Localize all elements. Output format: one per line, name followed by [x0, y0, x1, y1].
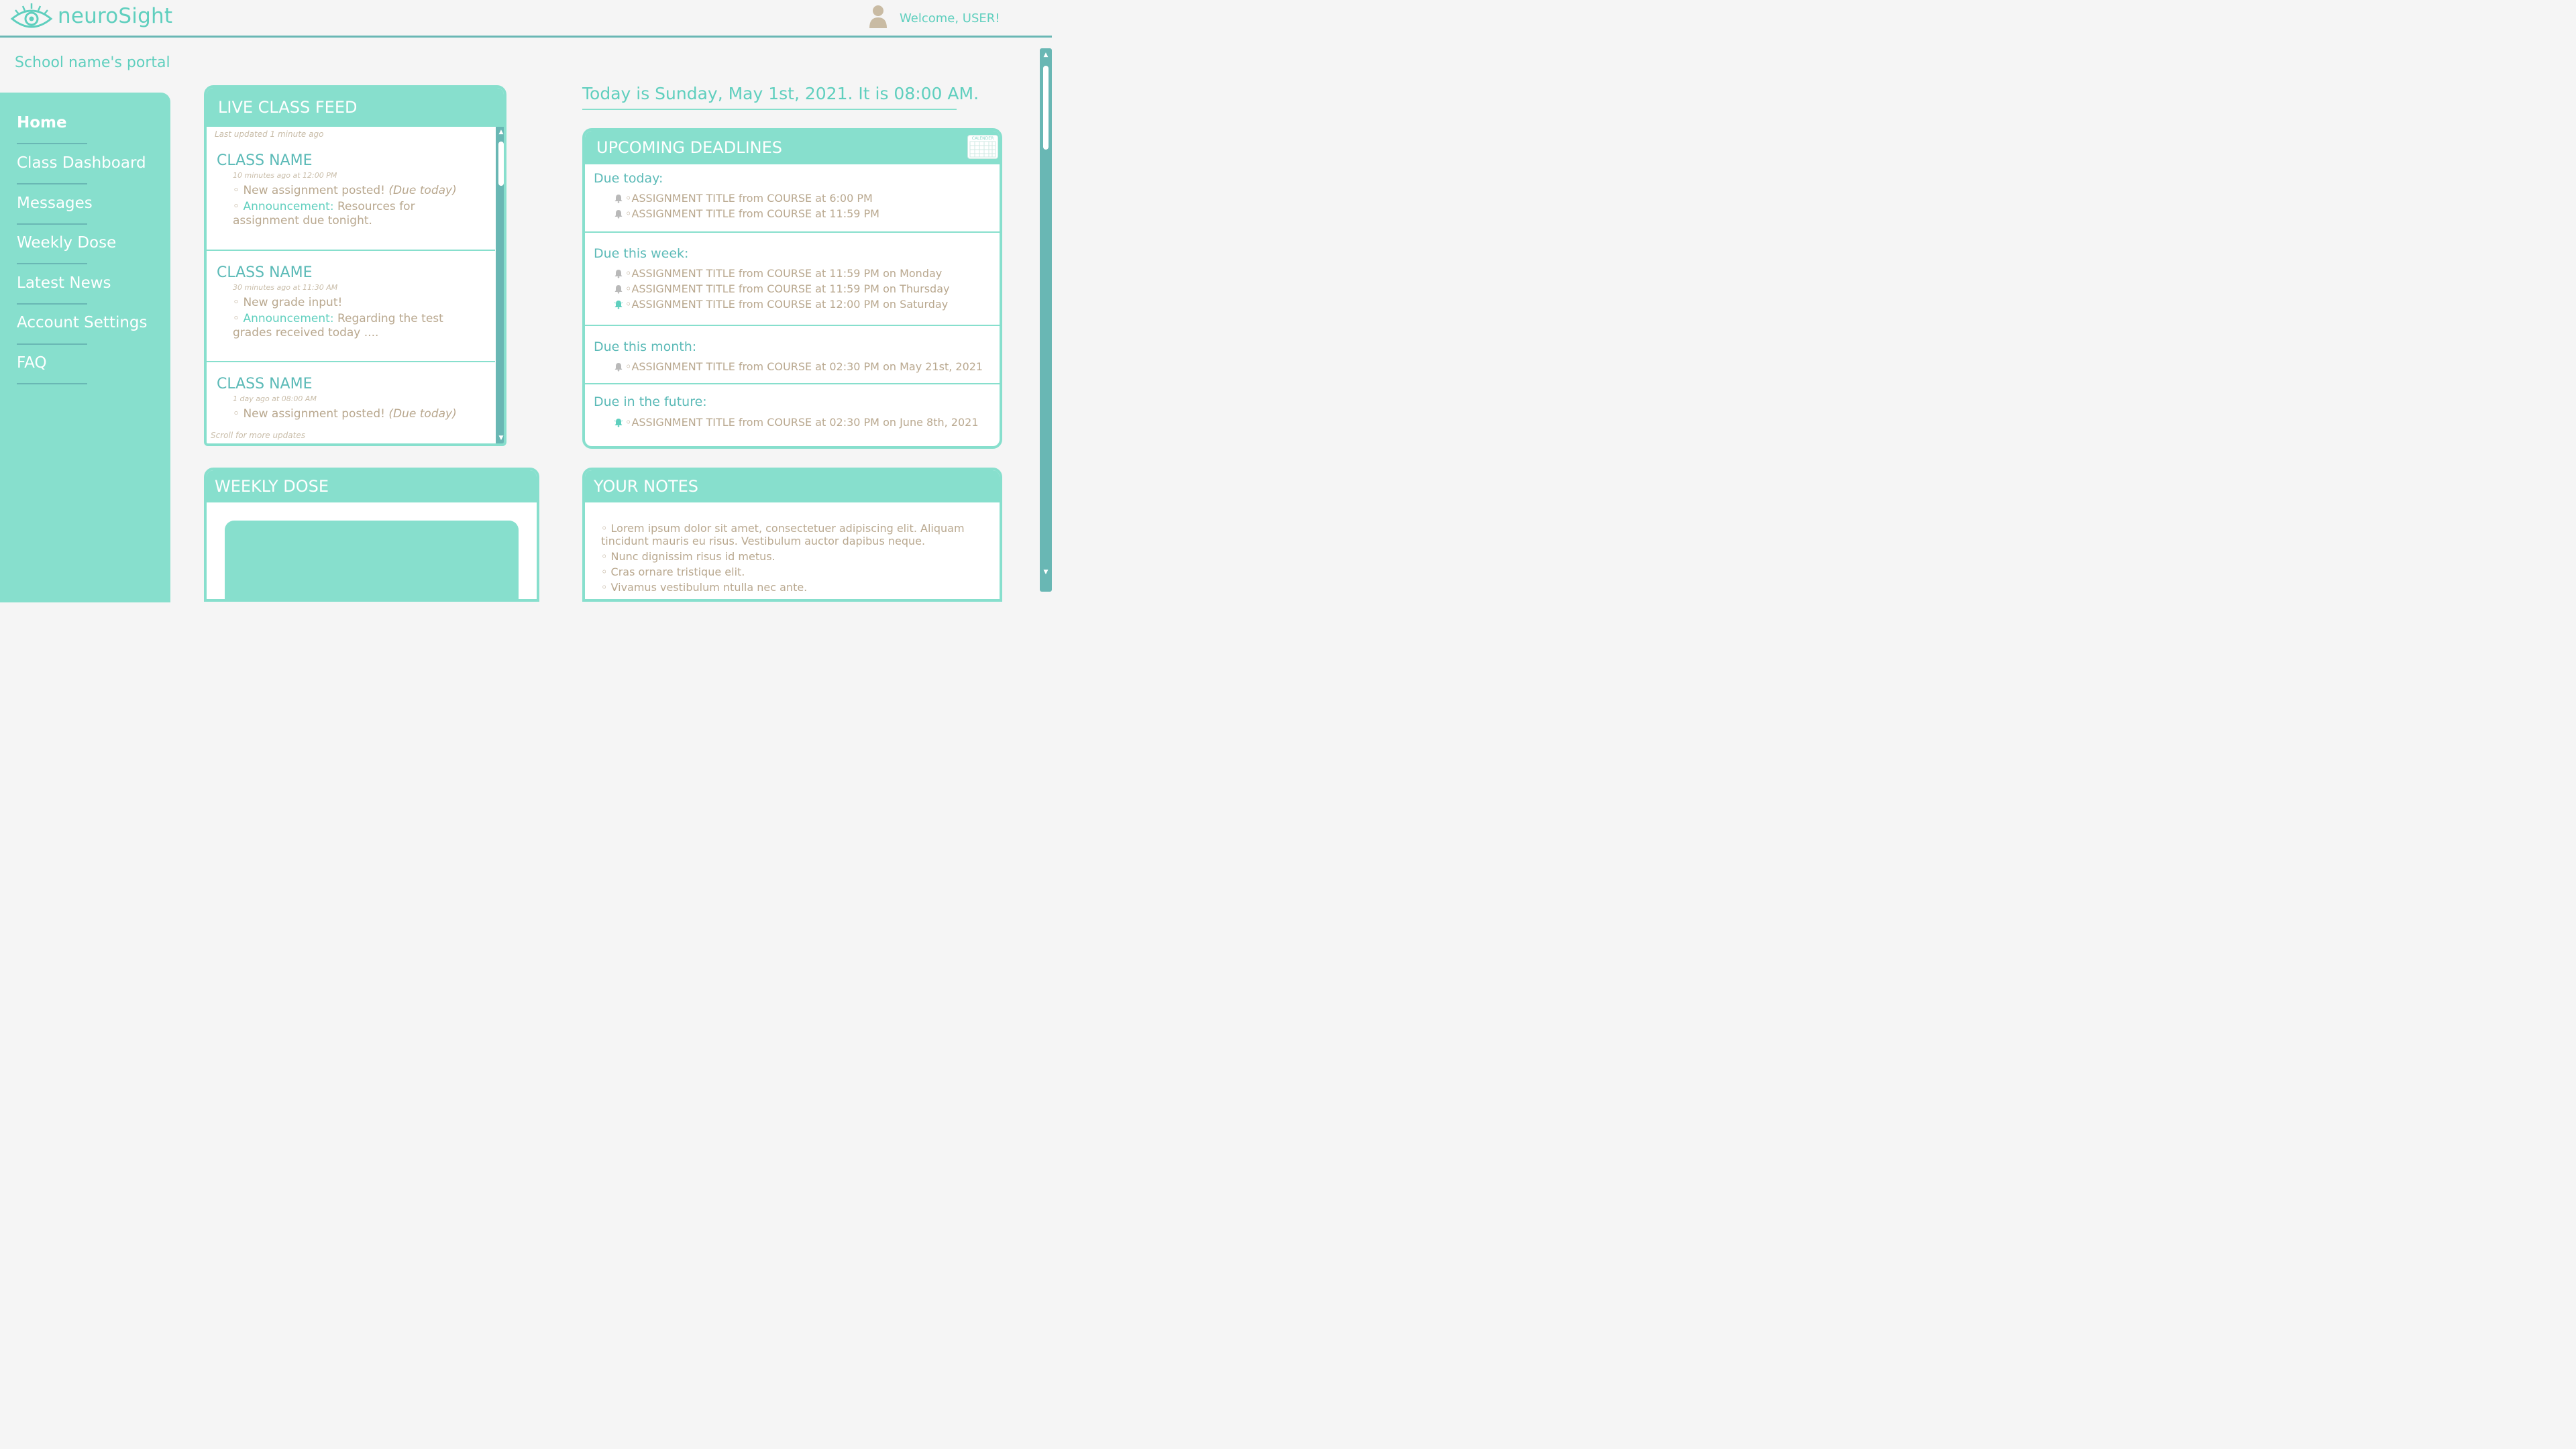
bell-ringing-icon [614, 300, 623, 309]
sidebar-item-messages[interactable]: Messages [17, 195, 93, 212]
weekly-dose-panel [204, 468, 539, 602]
page-scrollbar[interactable] [1040, 48, 1052, 592]
announcement[interactable]: ◦ Announcement: Regarding the test grades received today .... [233, 312, 443, 339]
your-notes-panel [582, 468, 1002, 602]
date-underline [582, 109, 957, 110]
note-item[interactable]: ◦ Lorem ipsum dolor sit amet, consectetuer adipiscing elit. Aliquam tincidunt mauris eu risus. Vestibulum auctor dapibus neque. [601, 522, 965, 547]
weekly-dose-content[interactable] [225, 521, 519, 602]
nav-divider [17, 183, 87, 184]
note-item[interactable]: ◦ Nunc dignissim risus id metus. [601, 550, 775, 563]
user-menu[interactable] [868, 4, 888, 28]
nav-divider [17, 343, 87, 345]
class-name[interactable]: CLASS NAME [217, 152, 313, 169]
weekly-dose-title: WEEKLY DOSE [207, 470, 539, 502]
deadline-section-title: Due in the future: [594, 394, 707, 409]
eye-icon [9, 1, 54, 31]
bell-icon [614, 209, 623, 219]
deadline-section-today [585, 164, 1002, 233]
deadline-section-title: Due this month: [594, 339, 697, 354]
feed-item[interactable] [207, 251, 495, 362]
scroll-thumb[interactable] [1043, 66, 1049, 150]
current-date-time: Today is Sunday, May 1st, 2021. It is 08:00 AM. [582, 84, 979, 103]
nav-divider [17, 303, 87, 305]
bell-icon [614, 269, 623, 278]
class-name[interactable]: CLASS NAME [217, 264, 313, 281]
feed-line: ◦ New assignment posted! (Due today) [233, 184, 457, 197]
scroll-up-icon[interactable]: ▲ [1043, 52, 1049, 58]
feed-last-updated: Last updated 1 minute ago [215, 129, 324, 139]
deadline-item[interactable]: ◦ ASSIGNMENT TITLE from COURSE at 11:59 PM on Thursday [614, 282, 949, 295]
sidebar-item-account-settings[interactable]: Account Settings [17, 314, 148, 331]
bell-icon [614, 194, 623, 203]
sidebar [0, 93, 170, 602]
calendar-label: CALENDER [971, 136, 994, 141]
feed-item[interactable] [207, 127, 495, 251]
deadline-item[interactable]: ◦ ASSIGNMENT TITLE from COURSE at 6:00 PM [614, 192, 873, 205]
deadline-section-title: Due today: [594, 171, 663, 186]
note-item[interactable]: ◦ Cras ornare tristique elit. [601, 566, 745, 578]
deadline-item[interactable]: ◦ ASSIGNMENT TITLE from COURSE at 11:59 PM on Monday [614, 267, 942, 280]
calendar-grid [968, 141, 998, 158]
deadline-item[interactable]: ◦ ASSIGNMENT TITLE from COURSE at 12:00 PM on Saturday [614, 298, 948, 311]
sidebar-item-weekly-dose[interactable]: Weekly Dose [17, 234, 117, 252]
sidebar-item-home[interactable]: Home [17, 114, 67, 131]
bell-icon [614, 362, 623, 372]
upcoming-deadlines [582, 128, 1002, 449]
sidebar-item-latest-news[interactable]: Latest News [17, 274, 111, 292]
bell-ringing-icon [614, 418, 623, 427]
feed-scrollbar[interactable] [496, 127, 506, 446]
calendar-icon[interactable] [967, 135, 998, 159]
nav-divider [17, 263, 87, 264]
scroll-down-icon[interactable]: ▼ [1043, 569, 1049, 576]
nav-divider [17, 143, 87, 144]
portal-title: School name's portal [15, 54, 170, 71]
scroll-up-icon[interactable]: ▲ [498, 129, 504, 136]
feed-timestamp: 1 day ago at 08:00 AM [233, 394, 317, 403]
feed-timestamp: 10 minutes ago at 12:00 PM [233, 171, 337, 180]
sidebar-item-faq[interactable]: FAQ [17, 354, 47, 372]
deadline-section-week [585, 233, 1002, 326]
feed-timestamp: 30 minutes ago at 11:30 AM [233, 283, 338, 292]
live-class-feed [204, 85, 506, 446]
note-item[interactable]: ◦ Vivamus vestibulum ntulla nec ante. [601, 581, 808, 594]
feed-title: LIVE CLASS FEED [207, 88, 506, 127]
user-avatar-icon [868, 4, 888, 28]
deadline-section-title: Due this week: [594, 246, 689, 261]
deadline-item[interactable]: ◦ ASSIGNMENT TITLE from COURSE at 11:59 PM [614, 207, 879, 220]
deadline-item[interactable]: ◦ ASSIGNMENT TITLE from COURSE at 02:30 PM on June 8th, 2021 [614, 416, 979, 429]
deadline-section-future [585, 384, 1002, 449]
deadline-section-month [585, 326, 1002, 384]
sidebar-item-class-dashboard[interactable]: Class Dashboard [17, 154, 146, 172]
feed-line: ◦ New grade input! [233, 296, 343, 309]
welcome-text: Welcome, USER! [900, 11, 1000, 25]
logo[interactable] [9, 1, 172, 31]
notes-title: YOUR NOTES [585, 470, 1002, 502]
feed-line: ◦ New assignment posted! (Due today) [233, 407, 457, 421]
scroll-down-icon[interactable]: ▼ [498, 435, 504, 441]
scroll-thumb[interactable] [498, 142, 504, 186]
app-name: neuroSight [58, 4, 173, 28]
deadlines-title: UPCOMING DEADLINES [585, 131, 1002, 164]
class-name[interactable]: CLASS NAME [217, 376, 313, 392]
nav-divider [17, 223, 87, 225]
announcement[interactable]: ◦ Announcement: Resources for assignment due tonight. [233, 200, 415, 227]
deadline-item[interactable]: ◦ ASSIGNMENT TITLE from COURSE at 02:30 PM on May 21st, 2021 [614, 360, 983, 373]
scroll-hint: Scroll for more updates [211, 431, 305, 440]
top-bar [0, 0, 1052, 38]
bell-icon [614, 284, 623, 294]
nav-divider [17, 383, 87, 384]
